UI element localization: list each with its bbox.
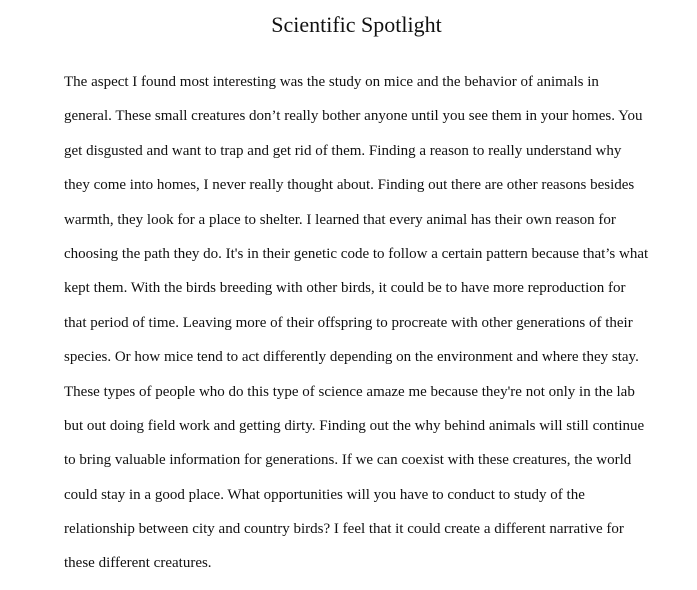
body-line: that period of time. Leaving more of their offspring to procreate with other generations of their [64, 314, 633, 331]
body-line: species. Or how mice tend to act differently depending on the environment and where they stay. [64, 349, 639, 366]
body-line: The aspect I found most interesting was the study on mice and the behavior of animals in [64, 74, 599, 90]
body-line: general. These small creatures don’t really bother anyone until you see them in your homes. You [64, 108, 643, 125]
body-line: warmth, they look for a place to shelter. I learned that every animal has their own reason for [64, 211, 616, 228]
body-line: to bring valuable information for generations. If we can coexist with these creatures, the world [64, 452, 632, 469]
document-title: Scientific Spotlight [271, 12, 442, 37]
body-line: could stay in a good place. What opportunities will you have to conduct to study of the [64, 486, 585, 503]
body-line: these different creatures. [64, 555, 212, 572]
body-line: kept them. With the birds breeding with other birds, it could be to have more reproduction for [64, 280, 626, 297]
body-line: they come into homes, I never really thought about. Finding out there are other reasons besides [64, 177, 635, 194]
document-body [64, 67, 664, 583]
body-line: choosing the path they do. It's in their genetic code to follow a certain pattern because that’s what [64, 245, 649, 262]
body-line: relationship between city and country birds? I feel that it could create a different narrative for [64, 521, 624, 538]
body-line: These types of people who do this type of science amaze me because they're not only in the lab [64, 383, 635, 400]
body-line: but out doing field work and getting dirty. Finding out the why behind animals will still continue [64, 417, 645, 434]
body-line: get disgusted and want to trap and get rid of them. Finding a reason to really understand why [64, 142, 622, 159]
